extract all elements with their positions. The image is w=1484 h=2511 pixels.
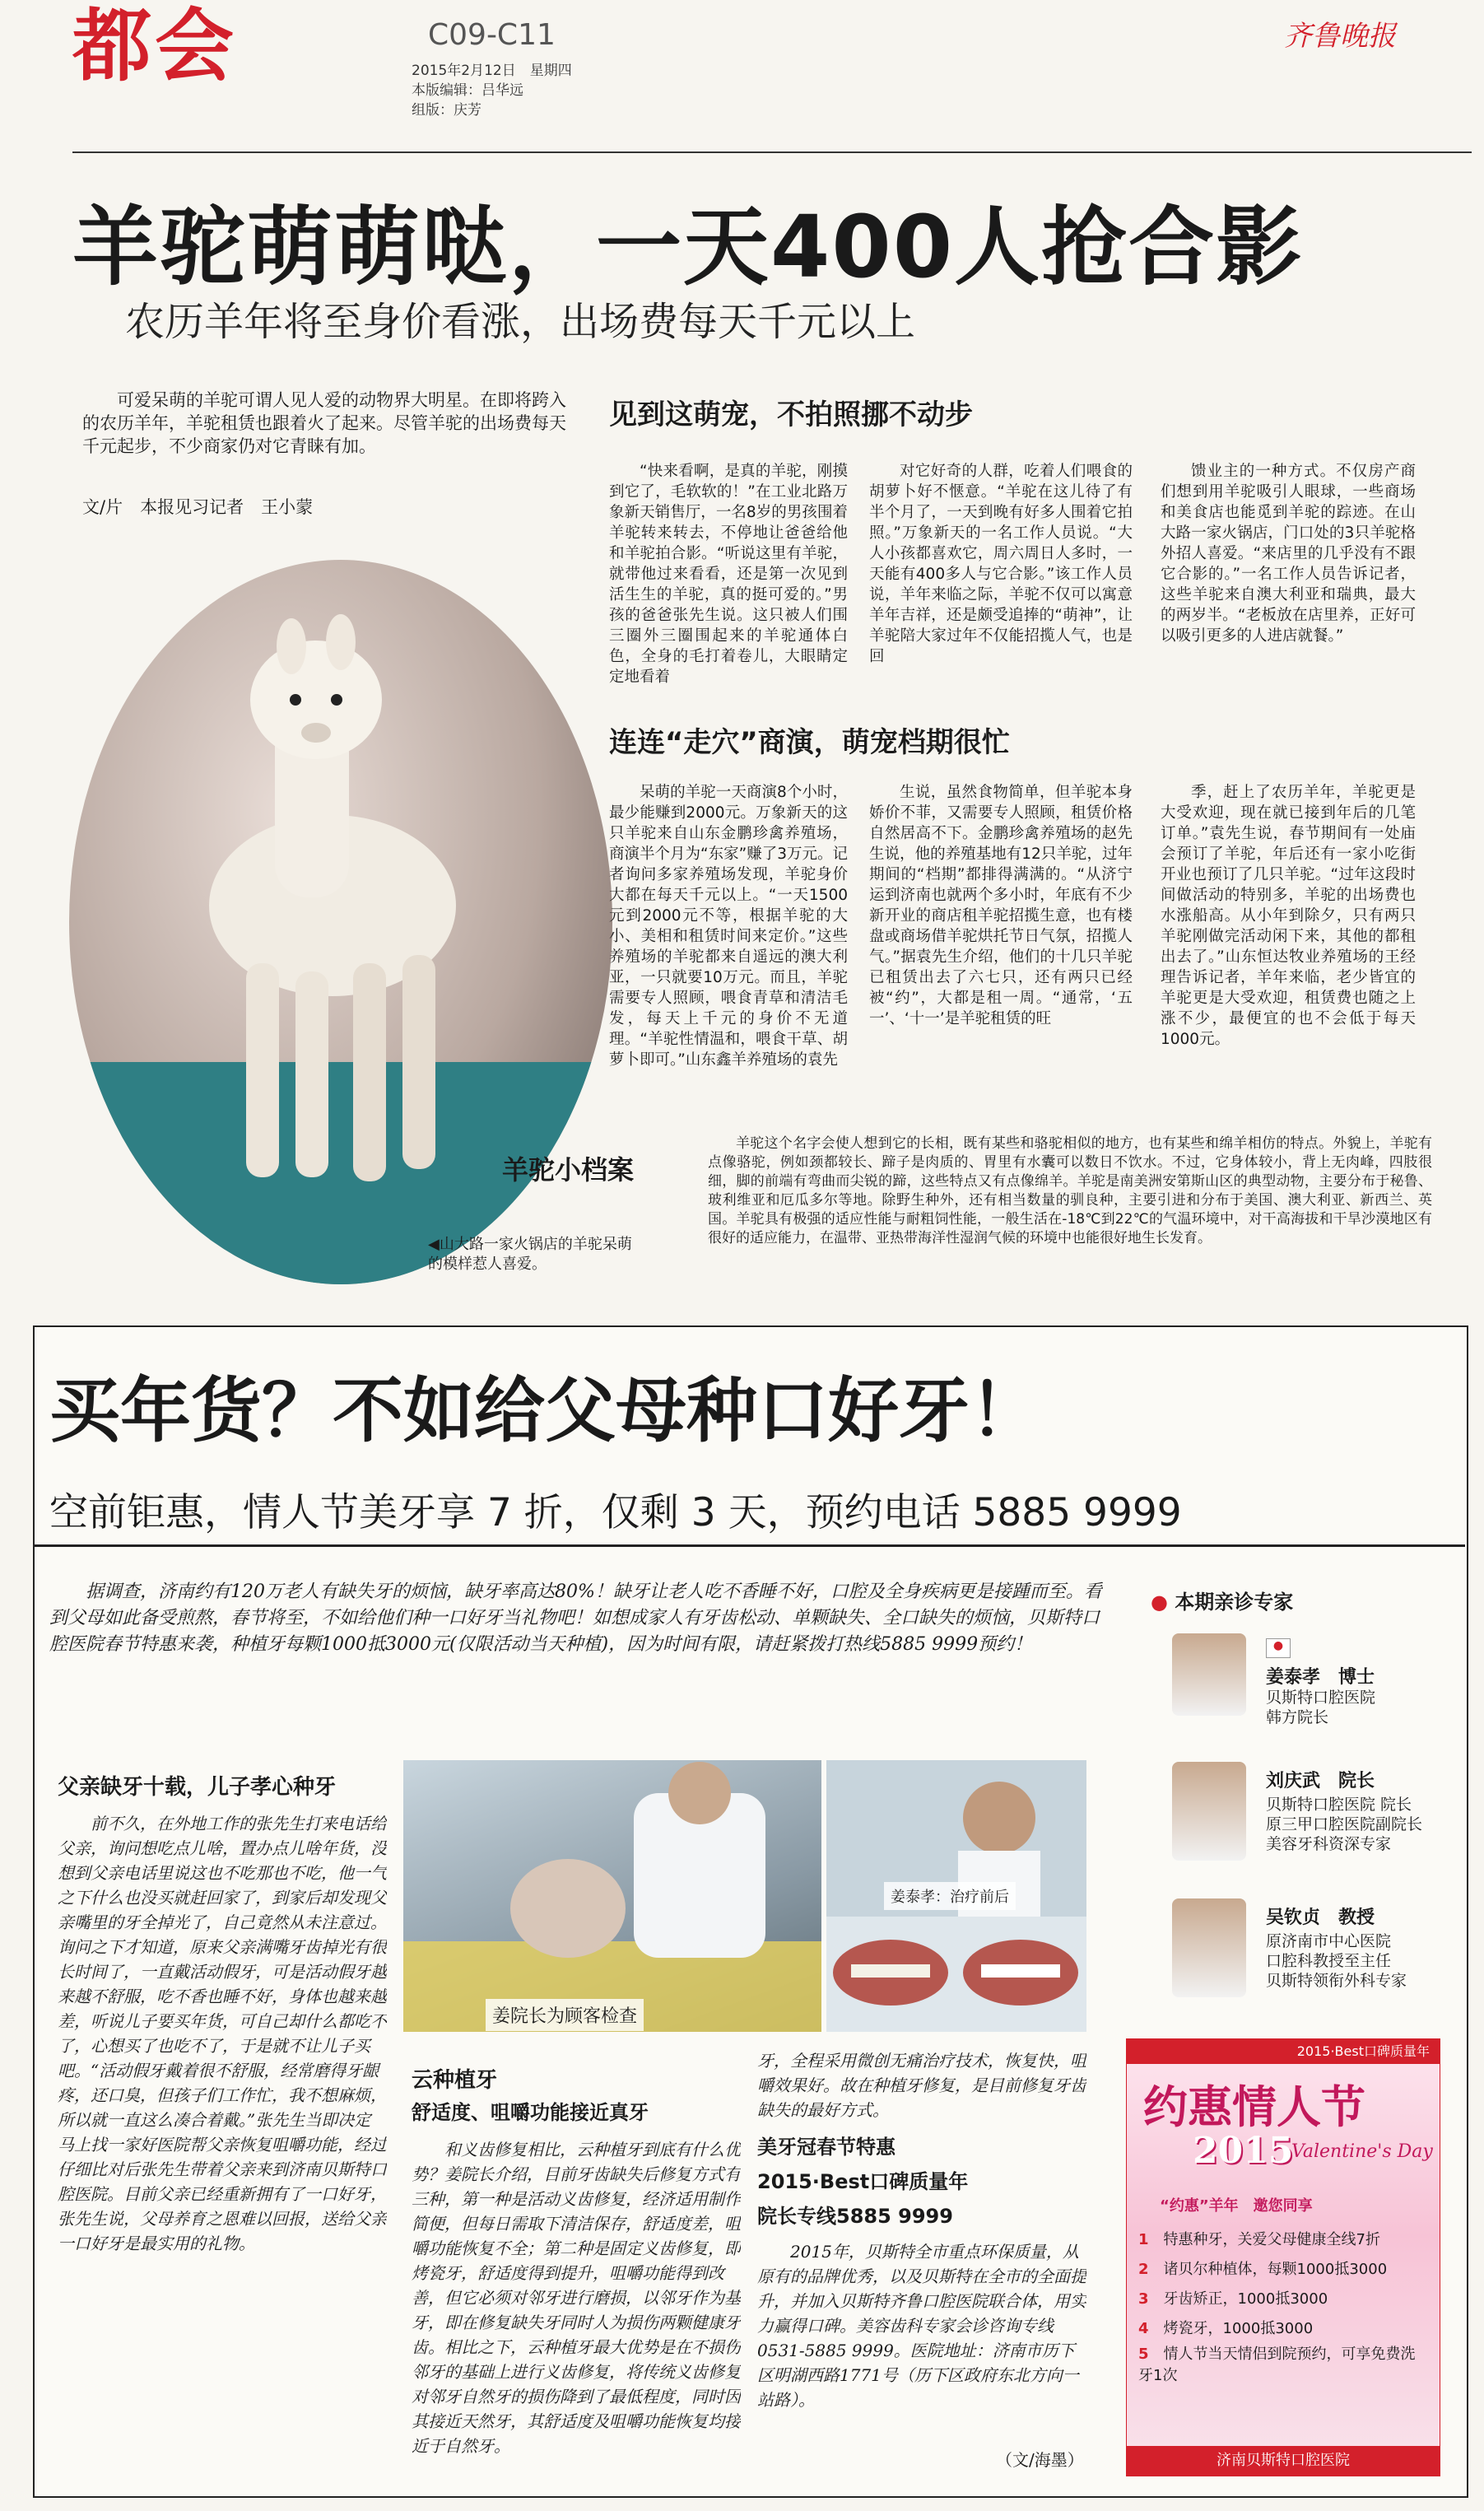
expert-3-avatar [1172,1898,1246,1997]
s3-subheading: 舒适度、咀嚼功能接近真牙 [412,2101,649,2124]
profile-text: 羊驼这个名字会使人想到它的长相，既有某些和骆驼相似的地方，也有某些和绵羊相仿的特点。外貌上，羊驼有点像骆驼，例如颈都较长、蹄子是肉质的、胃里有水囊可以数日不饮水。不过，它身体较小，背上无肉峰，四肢很细，脚的前端有弯曲而尖锐的蹄，这些特点又有点像绵羊。羊驼是南美洲安第斯山区的典型动物，主要分布于秘鲁、玻利维亚和厄瓜多尔等地。除野生种外，还有相当数量的驯良种，主要引进和分布于美国、澳大利亚、新西兰、英国。羊驼具有极强的适应性能与耐粗饲性能，一般生活在-18℃到22℃的气温环境中，对干高海拔和干旱沙漠地区有很好的适应能力，在温带、亚热带海洋性湿润气候的环境中也能很好地生长发育。 [708,1135,1432,1246]
promo-title: 美牙冠春节特惠 [757,2136,896,2159]
profile-title: 羊驼小档案 [502,1154,635,1186]
section1-col1: “快来看啊，是真的羊驼，刚摸到它了，毛软软的！”在工业北路万象新天销售厅，一名8岁的男孩围着羊驼转来转去，不停地让爸爸给他和羊驼拍合影。“听说这里有羊驼，就带他过来看看，还是第一次见到活生生的羊驼，真的挺可爱的。”男孩的爸爸张先生说。这只被人们围三圈外三圈围起来的羊驼通体白色，全身的毛打着卷儿，大眼睛定定地看着 [609,463,848,686]
expert-3-title3: 贝斯特领衔外科专家 [1266,1972,1407,1990]
layout-credit: 组版：庆芳 [412,102,481,119]
promo-line1: 2015·Best口碑质量年 [757,2170,969,2193]
expert-1-title2: 韩方院长 [1266,1708,1329,1726]
section2-col3: 季，赶上了农历羊年，羊驼更是大受欢迎，现在就已接到年后的几笔订单。”袁先生说，春节期间有一处庙会预订了羊驼，年后还有一家小吃街开业也预订了几只羊驼。“过年这段时间做活动的特别多，羊驼的出场费也水涨船高。从小年到除夕，只有两只羊驼刚做完活动闲下来，其他的都租出去了。”山东恒达牧业养殖场的王经理告诉记者，羊年来临，老少皆宜的羊驼更是大受欢迎，租赁费也随之上涨不少，最便宜的也不会低于每天1000元。 [1161,784,1416,1048]
promo-item: 2 诸贝尔种植体，每颗1000抵3000 [1138,2261,1388,2278]
expert-1-name: 姜泰孝 博士 [1266,1667,1375,1688]
valentine-promo-card [1126,2038,1440,2476]
ad-author: （文/海墨） [996,2450,1084,2470]
promo-item: 4 烤瓷牙，1000抵3000 [1138,2320,1314,2337]
expert-card-3 [1151,1898,1455,2014]
expert-3-name: 吴钦贞 教授 [1266,1908,1375,1928]
promo-hotline: 院长专线5885 9999 [757,2205,953,2228]
header-divider [72,151,1472,153]
article-subhead: 农历羊年将至身价看涨，出场费每天千元以上 [125,299,916,345]
promo-card-year: 2015 [1193,2130,1294,2172]
promo-item: 1 特惠种牙，关爱父母健康全线7折 [1138,2231,1380,2248]
ad-headline: 买年货？不如给父母种口好牙！ [49,1370,1040,1452]
expert-2-name: 刘庆武 院长 [1266,1771,1375,1791]
story-text: 前不久，在外地工作的张先生打来电话给父亲，询问想吃点儿啥，置办点儿啥年货，没想到父亲电话里说这也不吃那也不吃，他一气之下什么也没买就赶回家了，到家后却发现父亲嘴里的牙全掉光了，自己竟然从未注意过。询问之下才知道，原来父亲满嘴牙齿掉光有很长时间了，一直戴活动假牙，可是活动假牙越来越不舒服，吃不香也睡不好，身体也越来越差，听说儿子要买年货，可自己却什么都吃不了，心想买了也吃不了，于是就不让儿子买吧。“活动假牙戴着很不舒服，经常磨得牙龈疼，还口臭，但孩子们工作忙，我不想麻烦，所以就一直这么凑合着戴。”张先生当即决定马上找一家好医院帮父亲恢复咀嚼功能，经过仔细比对后张先生带着父亲来到济南贝斯特口腔医院。目前父亲已经重新拥有了一口好牙，张先生说，父母养育之恩难以回报，送给父亲一口好牙是最实用的礼物。 [58,1814,387,2253]
promo-card-list [1138,2225,1428,2387]
expert-1-avatar [1172,1633,1246,1716]
photo1-caption: 姜院长为顾客检查 [486,1999,644,2031]
section1-heading: 见到这萌宠，不拍照挪不动步 [609,398,973,431]
page-range: C09-C11 [428,18,556,52]
section2-heading: 连连“走穴”商演，萌宠档期很忙 [609,726,1010,759]
promo-text: 2015年，贝斯特全市重点环保质量，从原有的品牌优秀，以及贝斯特在全市的全面提升，并加入贝斯特齐鲁口腔医院联合体，用实力赢得口碑。美容齿科专家会诊咨询专线0531-5885 9999。医院地址：济南市历下区明湖西路1771号（历下区政府东北方向一站路）。 [757,2242,1086,2410]
photo2-caption: 姜泰孝：治疗前后 [884,1882,1016,1910]
korea-flag-icon: ● [1266,1638,1291,1658]
expert-3-title1: 原济南市中心医院 [1266,1932,1392,1950]
expert-1-title1: 贝斯特口腔医院 [1266,1689,1376,1707]
s3-heading: 云种植牙 [412,2068,498,2093]
section2-col1: 呆萌的羊驼一天商演8个小时，最少能赚到2000元。万象新天的这只羊驼来自山东金鹏珍禽养殖场，商演半个月为“东家”赚了3万元。记者询问多家养殖场发现，羊驼身价大都在每天千元以上。“一天1500元到2000元不等，根据羊驼的大小、美相和租赁时间来定价。”这些养殖场的羊驼都来自遥远的澳大利亚，一只就要10万元。而且，羊驼需要专人照顾，喂食青草和清洁毛发，每天上千元的身价不无道理。“羊驼性情温和，喂食干草、胡萝卜即可。”山东鑫羊养殖场的袁先 [609,784,848,1069]
article-headline: 羊驼萌萌哒，一天400人抢合影 [72,197,1304,297]
ad-subline: 空前钜惠，情人节美牙享 7 折，仅剩 3 天，预约电话 5885 9999 [49,1490,1182,1535]
section2-col2: 生说，虽然食物简单，但羊驼本身娇价不菲，又需要专人照顾，租赁价格自然居高不下。金鹏珍禽养殖场的赵先生说，他的养殖基地有12只羊驼，过年期间的“档期”都排得满满的。“从济宁运到济南也就两个多小时，年底有不少新开业的商店租羊驼招揽生意，也有楼盘或商场借羊驼烘托节日气氛，招揽人气。”据袁先生介绍，他们的十几只羊驼已租赁出去了六七只，还有两只已经被“约”，大都是租一周。“通常，‘五一’、‘十一’是羊驼租赁的旺 [869,784,1133,1027]
article-byline: 文/片 本报见习记者 王小蒙 [82,497,314,517]
s3-text: 和义齿修复相比，云种植牙到底有什么优势？姜院长介绍，目前牙齿缺失后修复方式有三种，第一种是活动义齿修复，经济适用制作简便，但每日需取下清洁保存，舒适度差，咀嚼功能恢复不全；第二种是固定义齿修复，即烤瓷牙，舒适度得到提升，咀嚼功能得到改善，但它必须对邻牙进行磨损，以邻牙作为基牙，即在修复缺失牙同时人为损伤两颗健康牙齿。相比之下，云种植牙最大优势是在不损伤邻牙的基础上进行义齿修复，将传统义齿修复对邻牙自然牙的损伤降到了最低程度，同时因其接近天然牙，其舒适度及咀嚼功能恢复均接近于自然牙。 [412,2140,741,2456]
promo-item: 3 牙齿矫正，1000抵3000 [1138,2290,1328,2308]
speech-bubble-icon: ● [1151,1591,1168,1614]
expert-2-title1: 贝斯特口腔医院 院长 [1266,1796,1412,1814]
promo-card-script: Valentine's Day [1291,2141,1433,2162]
article-lead: 可爱呆萌的羊驼可谓人见人爱的动物界大明星。在即将跨入的农历羊年，羊驼租赁也跟着火了起来。尽管羊驼的出场费每天千元起步，不少商家仍对它青睐有加。 [82,390,566,456]
expert-2-title3: 美容牙科资深专家 [1266,1835,1392,1853]
experts-title [1151,1586,1293,1614]
ad-divider [33,1544,1465,1547]
expert-2-avatar [1172,1762,1246,1861]
ad-intro: 据调查，济南约有120万老人有缺失牙的烦恼，缺牙率高达80%！缺牙让老人吃不香睡不好，口腔及全身疾病更是接踵而至。看到父母如此备受煎熬，春节将至，不如给他们种一口好牙当礼物吧！如想成家人有牙齿松动、单颗缺失、全口缺失的烦恼，贝斯特口腔医院春节特惠来袭，种植牙每颗1000抵3000元(仅限活动当天种植)，因为时间有限，请赶紧拨打热线5885 9999预约！ [49,1582,1102,1655]
expert-card-1 [1151,1633,1455,1724]
story-heading: 父亲缺牙十载，儿子孝心种牙 [58,1775,337,1800]
promo-item: 5 情人节当天情侣到院预约，可享免费洗牙1次 [1138,2346,1416,2384]
experts-title-text: 本期亲诊专家 [1175,1591,1294,1614]
section1-col3: 馈业主的一种方式。不仅房产商们想到用羊驼吸引人眼球，一些商场和美食店也能觅到羊驼的踪迹。在山大路一家火锅店，门口处的3只羊驼格外招人喜爱。“来店里的几乎没有不跟它合影的。”一名工作人员告诉记者，这些羊驼来自澳大利亚和瑞典，最大的两岁半。“老板放在店里养，正好可以吸引更多的人进店就餐。” [1161,463,1416,645]
expert-3-title2: 口腔科教授至主任 [1266,1952,1392,1970]
promo-card-title: 约惠情人节 [1143,2080,1365,2133]
expert-2-title2: 原三甲口腔医院副院长 [1266,1815,1423,1833]
editor-credit: 本版编辑：吕华远 [412,82,523,99]
promo-card-top: 2015·Best口碑质量年 [1127,2039,1440,2064]
smile-photos [826,1760,1086,2032]
newspaper-brand: 齐鲁晚报 [1284,20,1396,53]
issue-date: 2015年2月12日 星期四 [412,63,572,79]
expert-card-2 [1151,1762,1455,1877]
promo-card-sub: “约惠”羊年 邀您同享 [1160,2197,1313,2215]
dentist-photo [403,1760,821,2032]
photo-caption: ◀山大路一家火锅店的羊驼呆萌的模样惹人喜爱。 [428,1236,632,1273]
dental-chair-illustration [403,1760,821,2032]
promo-card-hospital: 济南贝斯特口腔医院 [1127,2446,1440,2476]
s4-text: 牙，全程采用微创无痛治疗技术，恢复快，咀嚼效果好。故在种植牙修复，是目前修复牙齿缺失的最好方式。 [757,2051,1086,2120]
section1-col2: 对它好奇的人群，吃着人们喂食的胡萝卜好不惬意。“羊驼在这儿待了有半个月了，一天到晚有好多人围着它拍照。”万象新天的一名工作人员说。“大人小孩都喜欢它，周六周日人多时，一天能有400多人与它合影。”该工作人员说，羊年来临之际，羊驼不仅可以寓意羊年吉祥，还是颇受追捧的“萌神”，让羊驼陪大家过年不仅能招揽人气，也是回 [869,463,1133,665]
section-title: 都会 [72,0,237,92]
